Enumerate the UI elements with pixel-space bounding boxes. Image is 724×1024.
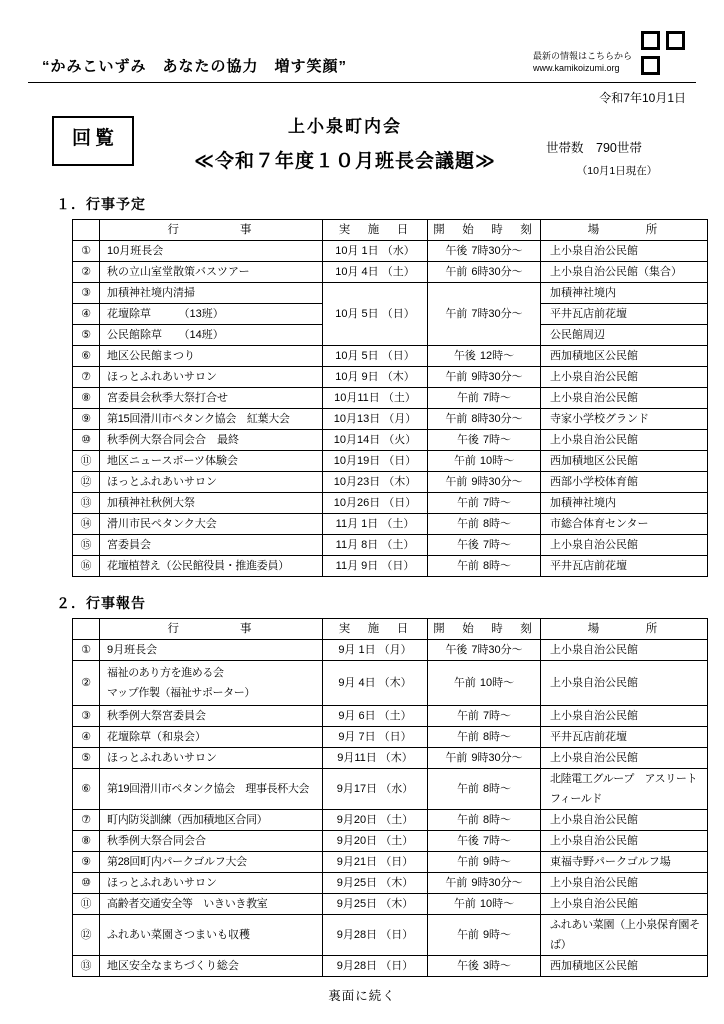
row-place: 上小泉自治公民館 (541, 640, 708, 661)
row-event: 宮委員会 (100, 535, 323, 556)
household-count: 世帯数 790世帯 (546, 141, 642, 155)
row-date: 9月20日 （土） (323, 810, 428, 831)
row-time: 午後 7時30分～ (428, 640, 541, 661)
household-info (546, 108, 696, 178)
row-place: 平井瓦店前花壇 (541, 556, 708, 577)
row-date: 9月 4日 （木） (323, 661, 428, 706)
row-date: 10月 5日 （日） (323, 346, 428, 367)
row-event: ほっとふれあいサロン (100, 472, 323, 493)
row-no: ⑪ (73, 451, 100, 472)
section-heading-schedule: １．行事予定 (56, 196, 146, 212)
table-row (73, 514, 708, 535)
row-time: 午前 9時30分～ (428, 873, 541, 894)
row-date: 10月 1日 （水） (323, 241, 428, 262)
row-no: ⑨ (73, 852, 100, 873)
table-header-row (73, 619, 708, 640)
report-table (72, 618, 708, 977)
title-block (28, 108, 696, 178)
row-no: ⑤ (73, 325, 100, 346)
qr-code-icon (640, 30, 686, 76)
header-divider (28, 82, 696, 83)
row-date: 10月 9日 （木） (323, 367, 428, 388)
row-place: 北陸電工グループ アスリートフィールド (541, 769, 708, 810)
row-event: 秋季例大祭合同会合 (100, 831, 323, 852)
row-no: ⑦ (73, 810, 100, 831)
row-no: ⑬ (73, 956, 100, 977)
row-place: 加積神社境内 (541, 283, 708, 304)
row-place: 上小泉自治公民館 (541, 661, 708, 706)
col-event: 行 事 (100, 619, 323, 640)
row-no: ⑩ (73, 873, 100, 894)
kairan-stamp: 回覧 (52, 116, 134, 166)
row-no: ⑨ (73, 409, 100, 430)
row-place: 上小泉自治公民館 (541, 810, 708, 831)
row-date: 11月 8日 （土） (323, 535, 428, 556)
row-time: 午前 8時～ (428, 556, 541, 577)
row-event: 地区公民館まつり (100, 346, 323, 367)
row-no: ⑧ (73, 831, 100, 852)
row-no: ③ (73, 706, 100, 727)
row-place: 市総合体育センター (541, 514, 708, 535)
masthead (28, 0, 696, 76)
row-place: 公民館周辺 (541, 325, 708, 346)
table-row (73, 535, 708, 556)
row-time: 午前 10時～ (428, 661, 541, 706)
household-note: （10月1日現在） (576, 165, 658, 177)
row-time: 午前 10時～ (428, 894, 541, 915)
table-header-row (73, 220, 708, 241)
row-date: 9月25日 （木） (323, 873, 428, 894)
row-date: 9月20日 （土） (323, 831, 428, 852)
row-place: ふれあい菜園（上小泉保育園そば） (541, 915, 708, 956)
row-event-line2: マップ作製（福祉サポーター） (107, 687, 255, 699)
org-name: 上小泉町内会 (288, 117, 402, 136)
col-date: 実 施 日 (323, 619, 428, 640)
row-time: 午前 10時～ (428, 451, 541, 472)
row-event: 花壇植替え（公民館役員・推進委員） (100, 556, 323, 577)
col-event: 行 事 (100, 220, 323, 241)
row-no: ⑥ (73, 346, 100, 367)
table-row (73, 241, 708, 262)
col-no (73, 220, 100, 241)
row-no: ② (73, 661, 100, 706)
row-date: 10月13日 （月） (323, 409, 428, 430)
row-date: 9月11日 （木） (323, 748, 428, 769)
issue-date: 令和7年10月1日 (599, 91, 686, 105)
table-row (73, 873, 708, 894)
table-row (73, 472, 708, 493)
row-time: 午前 8時～ (428, 810, 541, 831)
table-row (73, 283, 708, 304)
row-place: 上小泉自治公民館 (541, 388, 708, 409)
table-row (73, 748, 708, 769)
row-place: 寺家小学校グランド (541, 409, 708, 430)
row-event: 加積神社境内清掃 (100, 283, 323, 304)
page-title: ≪令和７年度１０月班長会議題≫ (194, 151, 496, 172)
col-place: 場 所 (541, 220, 708, 241)
table-row (73, 915, 708, 956)
row-place: 西加積地区公民館 (541, 451, 708, 472)
row-time: 午前 7時30分～ (428, 283, 541, 346)
table-row (73, 388, 708, 409)
row-no: ⑬ (73, 493, 100, 514)
row-no: ⑦ (73, 367, 100, 388)
website-url: www.kamikoizumi.org (532, 62, 620, 73)
row-time: 午前 7時～ (428, 706, 541, 727)
table-row (73, 894, 708, 915)
slogan-text: “かみこいずみ あなたの協力 増す笑顔” (42, 58, 348, 75)
col-date: 実 施 日 (323, 220, 428, 241)
row-event: 地区安全なまちづくり総会 (100, 956, 323, 977)
row-event: 公民館除草 （14班） (100, 325, 323, 346)
row-date: 9月 7日 （日） (323, 727, 428, 748)
row-no: ⑪ (73, 894, 100, 915)
row-no: ① (73, 640, 100, 661)
row-place: 上小泉自治公民館（集合） (541, 262, 708, 283)
row-date: 11月 1日 （土） (323, 514, 428, 535)
row-place: 東福寺野パークゴルフ場 (541, 852, 708, 873)
row-event: 9月班長会 (100, 640, 323, 661)
row-no: ⑭ (73, 514, 100, 535)
row-no: ⑤ (73, 748, 100, 769)
row-date: 9月28日 （日） (323, 915, 428, 956)
table-row (73, 493, 708, 514)
row-time: 午後 7時～ (428, 831, 541, 852)
row-time: 午前 7時～ (428, 493, 541, 514)
row-event: 滑川市民ペタンク大会 (100, 514, 323, 535)
row-no: ⑯ (73, 556, 100, 577)
row-place: 上小泉自治公民館 (541, 367, 708, 388)
row-time: 午前 9時～ (428, 915, 541, 956)
row-time: 午前 8時～ (428, 727, 541, 748)
row-date: 10月14日 （火） (323, 430, 428, 451)
row-place: 平井瓦店前花壇 (541, 304, 708, 325)
row-place: 加積神社境内 (541, 493, 708, 514)
table-row (73, 706, 708, 727)
row-no: ① (73, 241, 100, 262)
row-time: 午後 12時～ (428, 346, 541, 367)
row-place: 上小泉自治公民館 (541, 873, 708, 894)
row-date: 9月25日 （木） (323, 894, 428, 915)
table-row (73, 661, 708, 706)
row-time: 午後 7時30分～ (428, 241, 541, 262)
row-event: 加積神社秋例大祭 (100, 493, 323, 514)
row-event: 秋季例大祭合同会合 最終 (100, 430, 323, 451)
row-date: 9月 6日 （土） (323, 706, 428, 727)
row-event: 花壇除草（和泉会） (100, 727, 323, 748)
col-time: 開 始 時 刻 (428, 220, 541, 241)
row-event: 第15回滑川市ペタンク協会 紅葉大会 (100, 409, 323, 430)
row-place: 平井瓦店前花壇 (541, 727, 708, 748)
row-event: 秋季例大祭宮委員会 (100, 706, 323, 727)
row-event: ほっとふれあいサロン (100, 873, 323, 894)
row-no: ⑥ (73, 769, 100, 810)
row-no: ⑮ (73, 535, 100, 556)
col-no (73, 619, 100, 640)
row-no: ④ (73, 727, 100, 748)
row-time: 午後 7時～ (428, 430, 541, 451)
row-event: ふれあい菜園さつまいも収穫 (100, 915, 323, 956)
continued-note: 裏面に続く (328, 989, 396, 1003)
row-event: 第28回町内パークゴルフ大会 (100, 852, 323, 873)
row-time: 午後 7時～ (428, 535, 541, 556)
table-row (73, 346, 708, 367)
row-date: 10月23日 （木） (323, 472, 428, 493)
table-row (73, 262, 708, 283)
row-date: 10月11日 （土） (323, 388, 428, 409)
row-date: 10月19日 （日） (323, 451, 428, 472)
table-row (73, 831, 708, 852)
row-place: 上小泉自治公民館 (541, 535, 708, 556)
row-place: 上小泉自治公民館 (541, 748, 708, 769)
row-time: 午後 3時～ (428, 956, 541, 977)
row-time: 午前 8時30分～ (428, 409, 541, 430)
schedule-table (72, 219, 708, 577)
row-event: 10月班長会 (100, 241, 323, 262)
table-row (73, 810, 708, 831)
row-date: 9月21日 （日） (323, 852, 428, 873)
row-time: 午前 6時30分～ (428, 262, 541, 283)
col-time: 開 始 時 刻 (428, 619, 541, 640)
row-no: ⑩ (73, 430, 100, 451)
row-place: 西加積地区公民館 (541, 956, 708, 977)
table-row (73, 451, 708, 472)
row-place: 西部小学校体育館 (541, 472, 708, 493)
row-no: ⑧ (73, 388, 100, 409)
row-date: 10月26日 （日） (323, 493, 428, 514)
row-date: 9月17日 （水） (323, 769, 428, 810)
row-no: ③ (73, 283, 100, 304)
row-time: 午前 8時～ (428, 769, 541, 810)
row-event: 宮委員会秋季大祭打合せ (100, 388, 323, 409)
row-event: 高齢者交通安全等 いきいき教室 (100, 894, 323, 915)
row-place: 上小泉自治公民館 (541, 430, 708, 451)
title-center (134, 108, 546, 173)
row-event: 秋の立山室堂散策バスツアー (100, 262, 323, 283)
row-place: 西加積地区公民館 (541, 346, 708, 367)
row-date: 9月28日 （日） (323, 956, 428, 977)
row-time: 午前 9時～ (428, 852, 541, 873)
row-event: 町内防災訓練（西加積地区合同） (100, 810, 323, 831)
row-time: 午前 9時30分～ (428, 472, 541, 493)
row-no: ⑫ (73, 472, 100, 493)
section-heading-report: ２．行事報告 (56, 595, 146, 611)
row-event: ほっとふれあいサロン (100, 367, 323, 388)
table-row (73, 640, 708, 661)
row-event: 第19回滑川市ペタンク協会 理事長杯大会 (100, 769, 323, 810)
table-row (73, 769, 708, 810)
qr-caption-line1: 最新の情報はこちらから (532, 50, 632, 61)
row-no: ② (73, 262, 100, 283)
row-time: 午前 8時～ (428, 514, 541, 535)
row-place: 上小泉自治公民館 (541, 706, 708, 727)
header-right (533, 30, 686, 76)
table-row (73, 556, 708, 577)
row-event-line1: 福祉のあり方を進める会 (107, 667, 224, 679)
row-event (100, 661, 323, 706)
row-no: ④ (73, 304, 100, 325)
row-time: 午前 9時30分～ (428, 748, 541, 769)
qr-caption (533, 50, 632, 76)
table-row (73, 430, 708, 451)
table-row (73, 409, 708, 430)
row-event: 地区ニュースポーツ体験会 (100, 451, 323, 472)
row-date: 11月 9日 （日） (323, 556, 428, 577)
row-date: 10月 4日 （土） (323, 262, 428, 283)
row-time: 午前 7時～ (428, 388, 541, 409)
row-event: ほっとふれあいサロン (100, 748, 323, 769)
row-date: 10月 5日 （日） (323, 283, 428, 346)
table-row (73, 852, 708, 873)
col-place: 場 所 (541, 619, 708, 640)
table-row (73, 956, 708, 977)
row-place: 上小泉自治公民館 (541, 241, 708, 262)
row-no: ⑫ (73, 915, 100, 956)
row-date: 9月 1日 （月） (323, 640, 428, 661)
row-time: 午前 9時30分～ (428, 367, 541, 388)
row-event: 花壇除草 （13班） (100, 304, 323, 325)
table-row (73, 727, 708, 748)
row-place: 上小泉自治公民館 (541, 831, 708, 852)
row-place: 上小泉自治公民館 (541, 894, 708, 915)
table-row (73, 367, 708, 388)
